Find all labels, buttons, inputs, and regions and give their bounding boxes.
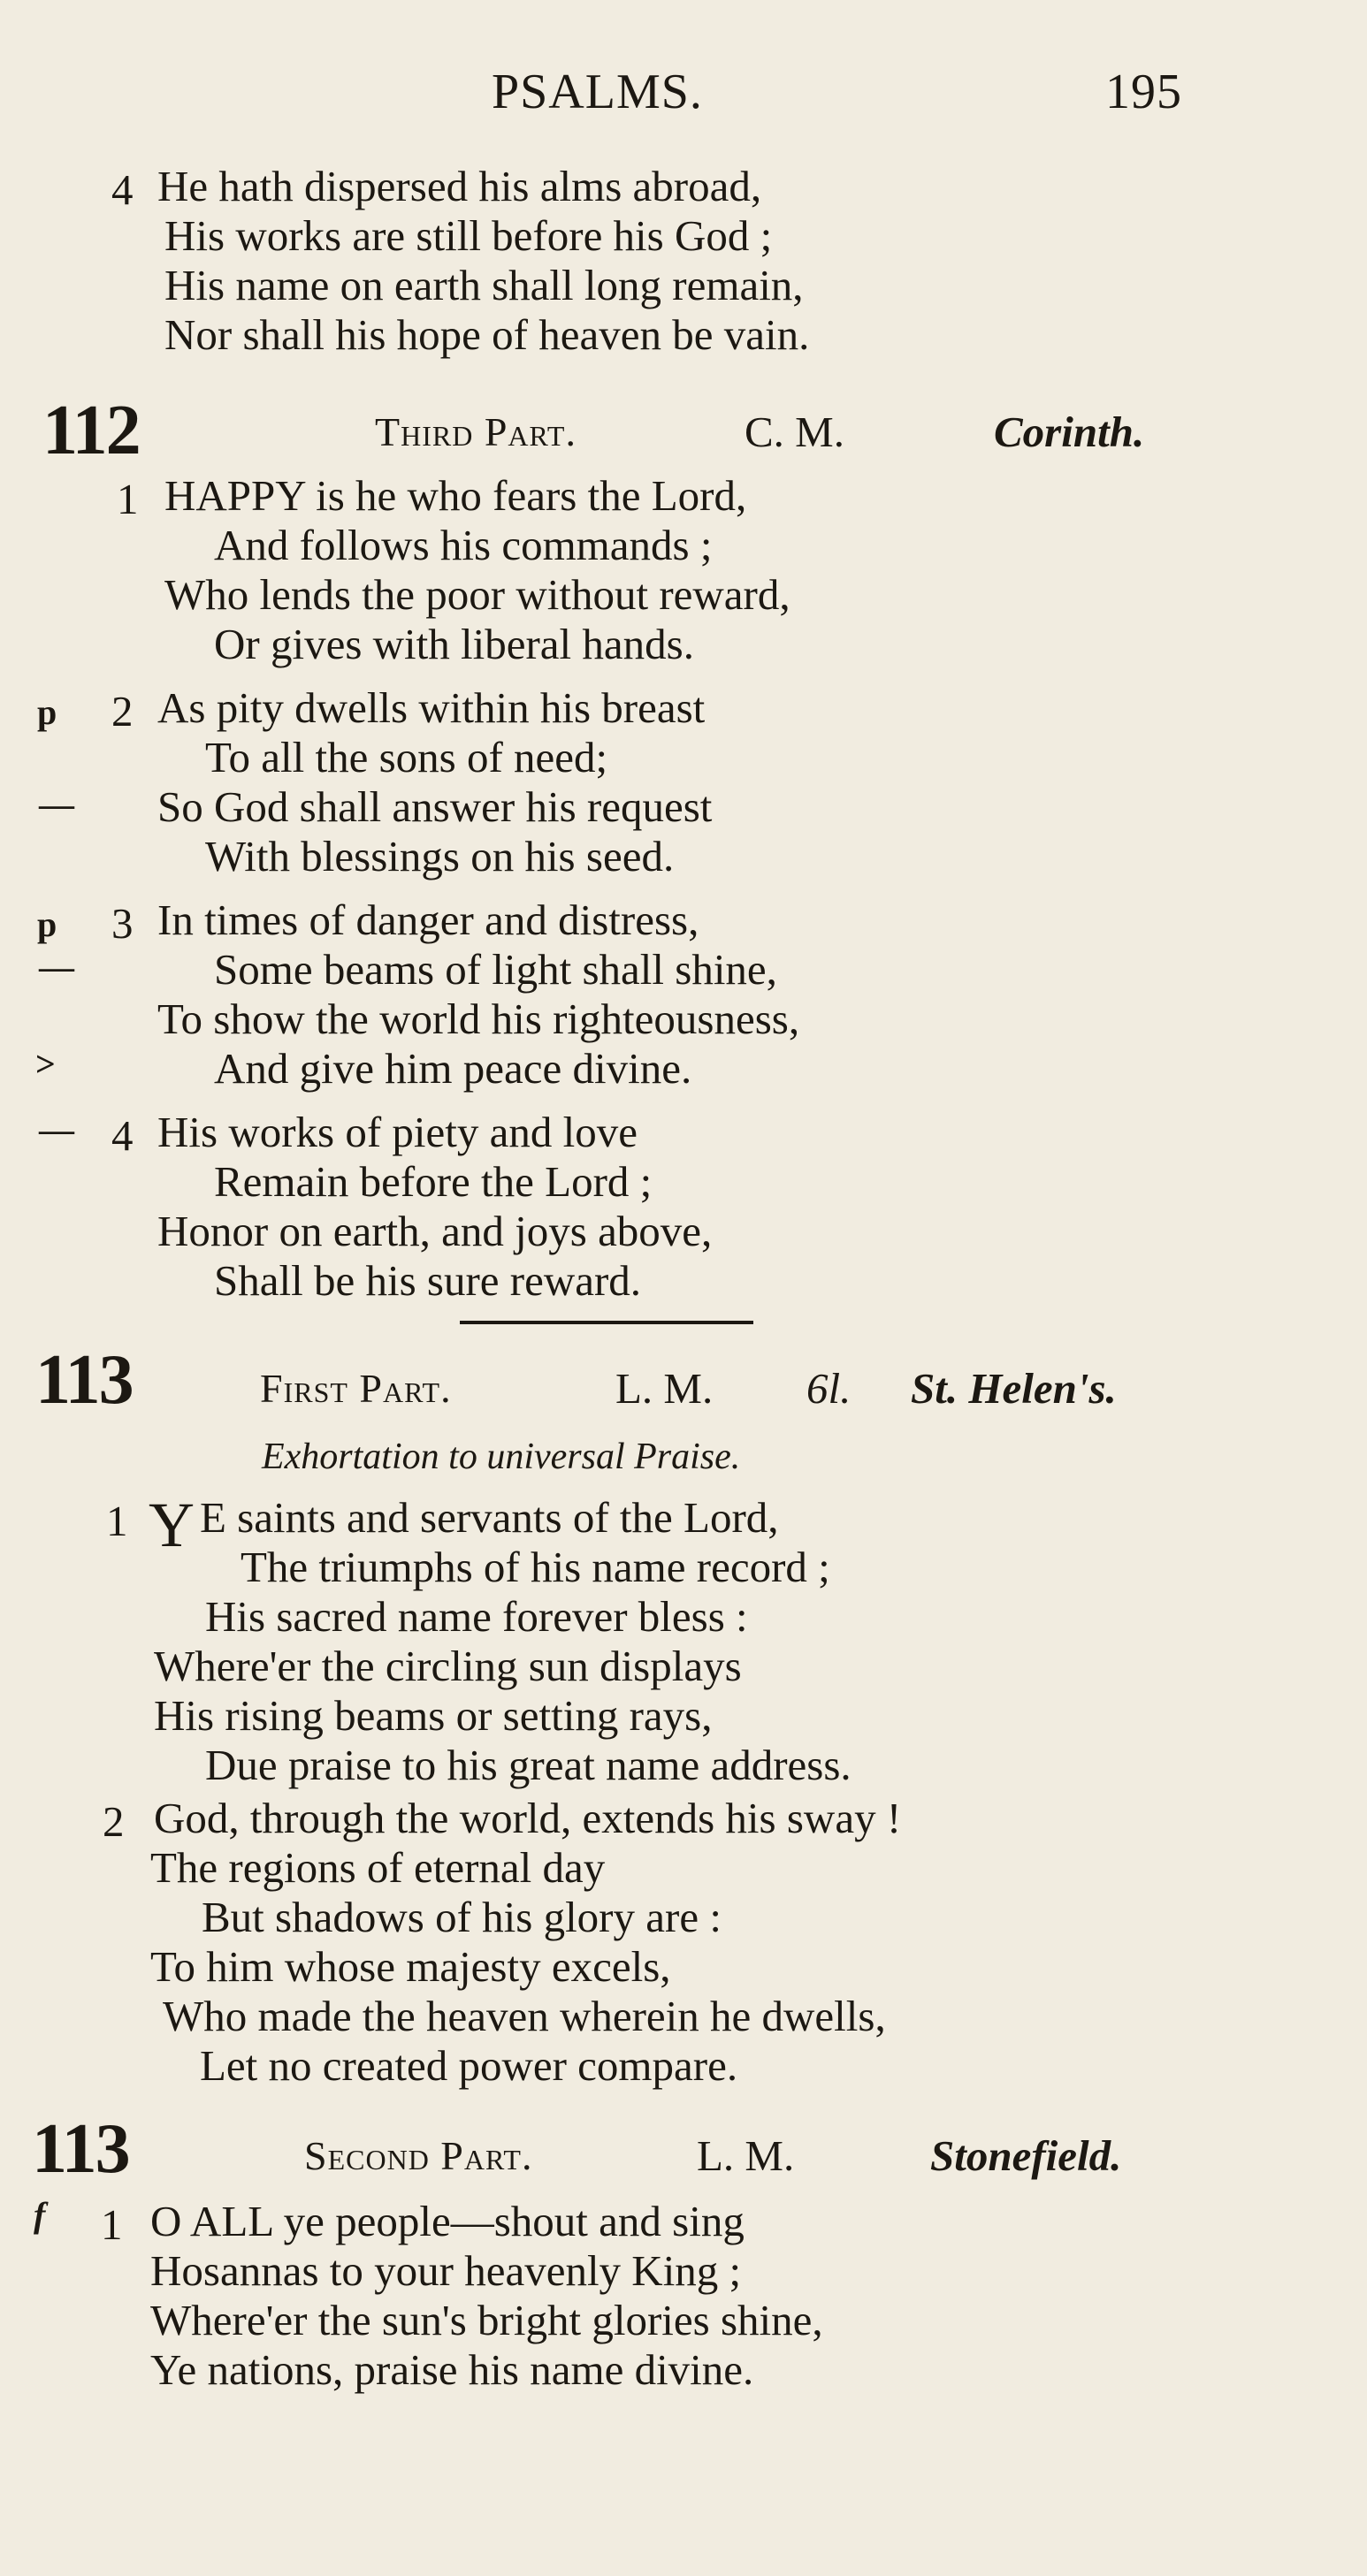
verse-line: His works are still before his God ;: [164, 211, 773, 260]
verse-line: His works of piety and love: [157, 1108, 638, 1156]
verse-line: E saints and servants of the Lord,: [200, 1493, 779, 1542]
dynamic-mark-piano: p: [37, 692, 57, 732]
verse-line: He hath dispersed his alms abroad,: [157, 162, 762, 210]
part-label: First Part.: [260, 1366, 452, 1411]
dynamic-mark-dash: —: [39, 947, 74, 987]
verse-line: But shadows of his glory are :: [202, 1893, 722, 1941]
stanza-number: 1: [101, 2200, 123, 2249]
dynamic-mark-dash: —: [39, 1109, 74, 1149]
variant-label: 6l.: [806, 1364, 852, 1413]
verse-line: Nor shall his hope of heaven be vain.: [164, 310, 810, 359]
verse-line: Ye nations, praise his name divine.: [150, 2345, 754, 2394]
dynamic-mark-crescendo: >: [35, 1044, 56, 1084]
dynamic-mark-forte: f: [34, 2195, 46, 2235]
stanza-number: 4: [111, 165, 134, 214]
verse-line: Hosannas to your heavenly King ;: [150, 2246, 742, 2295]
verse-line: Some beams of light shall shine,: [214, 945, 777, 994]
verse-line: Shall be his sure reward.: [214, 1256, 642, 1305]
tune-name: Corinth.: [994, 408, 1145, 456]
verse-line: Remain before the Lord ;: [214, 1157, 653, 1206]
hymn-number: 113: [32, 2110, 129, 2188]
hymn-number: 112: [42, 392, 140, 469]
stanza-number: 1: [106, 1497, 128, 1545]
page-number: 195: [1105, 65, 1182, 119]
verse-line: So God shall answer his request: [157, 782, 713, 831]
verse-line: To show the world his righteousness,: [157, 995, 800, 1043]
meter-label: C. M.: [745, 408, 845, 456]
verse-line: God, through the world, extends his sway !: [154, 1794, 902, 1842]
verse-line: Due praise to his great name address.: [205, 1741, 852, 1789]
verse-line: His sacred name forever bless :: [205, 1592, 748, 1641]
verse-line: And give him peace divine.: [214, 1044, 692, 1093]
meter-label: L. M.: [697, 2131, 795, 2180]
hymn-subtitle: Exhortation to universal Praise.: [262, 1437, 741, 1477]
verse-line: To him whose majesty excels,: [150, 1942, 671, 1991]
verse-line: To all the sons of need;: [205, 733, 608, 781]
verse-line: O ALL ye people—shout and sing: [150, 2197, 745, 2245]
verse-line: Or gives with liberal hands.: [214, 620, 694, 668]
verse-line: As pity dwells within his breast: [157, 683, 706, 732]
dynamic-mark-dash: —: [39, 784, 74, 824]
verse-line: The triumphs of his name record ;: [241, 1543, 830, 1591]
verse-line: HAPPY is he who fears the Lord,: [164, 471, 747, 520]
section-divider: [460, 1321, 753, 1324]
verse-line: Where'er the sun's bright glories shine,: [150, 2296, 823, 2344]
part-label: Second Part.: [304, 2133, 533, 2178]
verse-line: Honor on earth, and joys above,: [157, 1207, 713, 1255]
stanza-number: 1: [117, 475, 139, 523]
verse-line: With blessings on his seed.: [205, 832, 675, 880]
drop-cap: Y: [149, 1490, 195, 1560]
verse-line: Who lends the poor without reward,: [164, 570, 790, 619]
verse-line: Where'er the circling sun displays: [154, 1642, 742, 1690]
meter-label: L. M.: [615, 1364, 714, 1413]
part-label: Third Part.: [375, 409, 577, 454]
verse-line: Let no created power compare.: [200, 2041, 738, 2090]
verse-line: His name on earth shall long remain,: [164, 261, 804, 309]
verse-line: Who made the heaven wherein he dwells,: [163, 1992, 886, 2040]
tune-name: St. Helen's.: [911, 1364, 1117, 1413]
stanza-number: 4: [111, 1111, 134, 1160]
verse-line: In times of danger and distress,: [157, 896, 699, 944]
dynamic-mark-piano: p: [37, 904, 57, 944]
tune-name: Stonefield.: [930, 2131, 1122, 2180]
stanza-number: 2: [111, 687, 134, 735]
running-title: PSALMS.: [492, 65, 703, 119]
verse-line: His rising beams or setting rays,: [154, 1691, 713, 1740]
stanza-number: 3: [111, 899, 134, 948]
hymn-number: 113: [35, 1341, 133, 1419]
verse-line: And follows his commands ;: [214, 521, 713, 569]
stanza-number: 2: [103, 1797, 125, 1846]
verse-line: The regions of eternal day: [150, 1843, 606, 1892]
